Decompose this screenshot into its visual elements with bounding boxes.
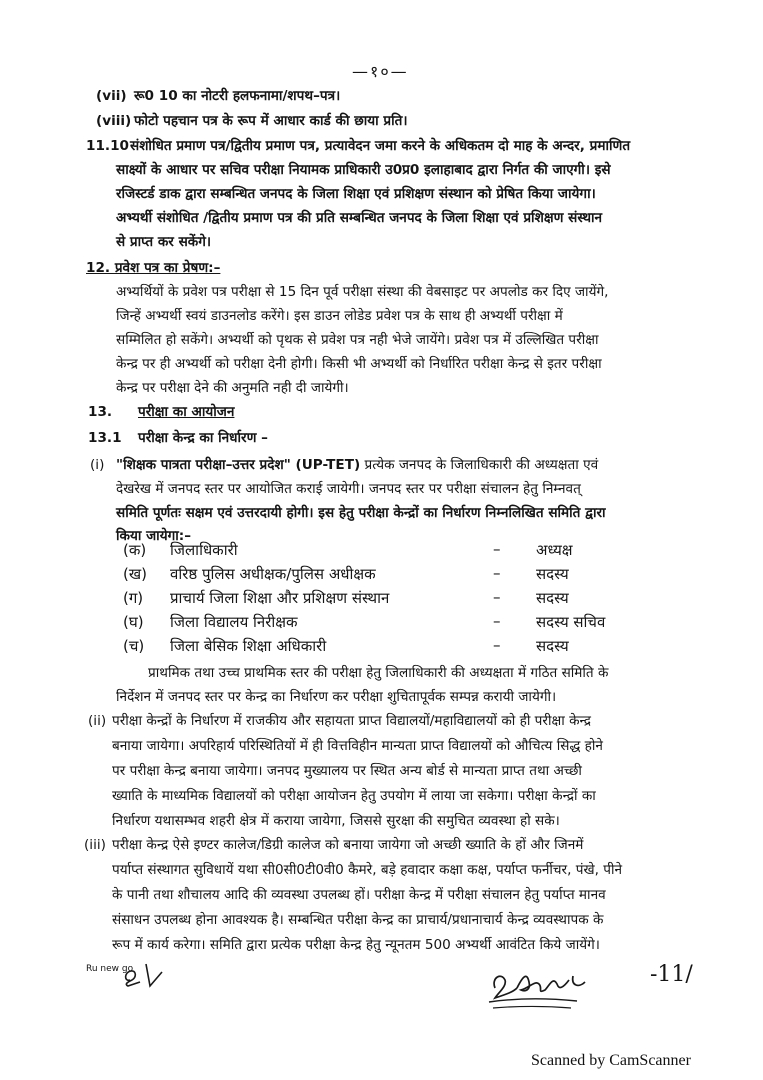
para-ii-number: (ii) [88,713,107,729]
section-12-line: केन्द्र पर ही अभ्यर्थी को परीक्षा देनी होगी। किसी भी अभ्यर्थी को निर्धारित परीक्षा केन्द्र से इतर परीक्षा [116,356,602,372]
committee-role: सदस्य [536,565,569,583]
para-ii-line: परीक्षा केन्द्रों के निर्धारण में राजकीय और सहायता प्राप्त विद्यालयों/महाविद्यालयों को ही परीक्षा केन्द्र [112,713,591,729]
item-vii-number: (vii) [96,88,127,104]
para-i-line-2: देखरेख में जनपद स्तर पर आयोजित कराई जायेगी। जनपद स्तर पर परीक्षा संचालन हेतु निम्नवत् [116,481,581,497]
section-12-line: केन्द्र पर परीक्षा देने की अनुमति नही दी जायेगी। [116,380,349,396]
para-ii-line: बनाया जायेगा। अपरिहार्य परिस्थितियों में ही वित्तविहीन मान्यता प्राप्त विद्यालयों को औचित्य सिद्ध होने [112,738,603,754]
committee-row [0,564,763,588]
para-ii-line: पर परीक्षा केन्द्र बनाया जायेगा। जनपद मुख्यालय पर स्थित अन्य बोर्ड से मान्यता प्राप्त तथा अच्छी [112,763,582,779]
para-iii-line: पर्याप्त संस्थागत सुविधायें यथा सी0सी0टी0वी0 कैमरे, बड़े हवादार कक्षा कक्ष, पर्याप्त फर्नीचर, पंखे, पीने [112,862,623,878]
committee-letter: (च) [123,637,145,655]
para-iii-line: रूप में कार्य करेगा। समिति द्वारा प्रत्येक परीक्षा केन्द्र हेतु न्यूनतम 500 अभ्यर्थी आवंटित किये जायेंगे। [112,937,600,953]
para-iii-line: के पानी तथा शौचालय आदि की व्यवस्था उपलब्ध हों। परीक्षा केन्द्र में परीक्षा संचालन हेतु पर्याप्त मानव [112,887,606,903]
section-11-10-number: 11.10 [86,138,129,154]
committee-note-line: प्राथमिक तथा उच्च प्राथमिक स्तर की परीक्षा हेतु जिलाधिकारी की अध्यक्षता में गठित समिति के [148,665,609,681]
committee-row [0,540,763,564]
para-iii-number: (iii) [84,837,106,853]
para-ii-line: ख्याति के माध्यमिक विद्यालयों को परीक्षा आयोजन हेतु उपयोग में लाया जा सकेगा। परीक्षा केन्द्रों का [112,788,596,804]
committee-letter: (क) [123,541,147,559]
section-13-1-title: परीक्षा केन्द्र का निर्धारण – [138,430,268,446]
exam-name: "शिक्षक पात्रता परीक्षा–उत्तर प्रदेश" (UP-TET) [116,457,361,473]
item-vii-text: रू0 10 का नोटरी हलफनामा/शपथ–पत्र। [134,88,341,104]
section-13-1-number: 13.1 [88,430,122,446]
para-i-line-1-rest: प्रत्येक जनपद के जिलाधिकारी की अध्यक्षता एवं [360,457,599,473]
scanner-watermark: Scanned by CamScanner [531,1052,691,1069]
section-11-10-line: रजिस्टर्ड डाक द्वारा सम्बन्धित जनपद के जिला शिक्षा एवं प्रशिक्षण संस्थान को प्रेषित किया जायेगा। [116,186,596,202]
para-i-line-1 [116,456,598,474]
committee-dash: – [493,564,501,582]
committee-row [0,636,763,660]
committee-role: सदस्य [536,589,569,607]
para-i-number: (i) [90,457,105,473]
section-11-10-line: अभ्यर्थी संशोधित /द्वितीय प्रमाण पत्र की प्रति सम्बन्धित जनपद के जिला शिक्षा एवं प्रशिक्षण संस्थान [116,210,603,226]
section-12-line: जिन्हें अभ्यर्थी स्वयं डाउनलोड करेंगे। इस डाउन लोडेड प्रवेश पत्र के साथ ही अभ्यर्थी परीक्षा में [116,308,563,324]
committee-member: प्राचार्य जिला शिक्षा और प्रशिक्षण संस्थान [170,589,390,607]
committee-member: वरिष्ठ पुलिस अधीक्षक/पुलिस अधीक्षक [170,565,376,583]
para-iii-line: संसाधन उपलब्ध होना आवश्यक है। सम्बन्धित परीक्षा केन्द्र का प्राचार्य/प्रधानाचार्य केन्द्र व्यवस्थापक के [112,912,604,928]
committee-dash: – [493,612,501,630]
para-i-line-3: समिति पूर्णतः सक्षम एवं उत्तरदायी होगी। इस हेतु परीक्षा केन्द्रों का निर्धारण निम्नलिखित समिति द्वारा [116,505,606,521]
section-12-line: अभ्यर्थियों के प्रवेश पत्र परीक्षा से 15 दिन पूर्व परीक्षा संस्था की वेबसाइट पर अपलोड कर दिए जायेंगे, [116,284,609,300]
section-12-heading: 12. प्रवेश पत्र का प्रेषण:– [86,260,221,276]
item-viii-number: (viii) [96,113,132,129]
section-11-10-line: साक्ष्यों के आधार पर सचिव परीक्षा नियामक प्राधिकारी उ0प्र0 इलाहाबाद द्वारा निर्गत की जाएगी। इसे [116,162,611,178]
handwritten-note: Ru new go [86,964,134,974]
para-iii-line: परीक्षा केन्द्र ऐसे इण्टर कालेज/डिग्री कालेज को बनाया जायेगा जो अच्छी ख्याति के हों और जिनमें [112,837,584,853]
committee-dash: – [493,588,501,606]
committee-member: जिला विद्यालय निरीक्षक [170,613,298,631]
committee-role: अध्यक्ष [536,541,573,559]
section-12-line: सम्मिलित हो सकेंगे। अभ्यर्थी को पृथक से प्रवेश पत्र नही भेजे जायेंगे। प्रवेश पत्र में उल्लिखित परीक्षा [116,332,599,348]
item-viii-text: फोटो पहचान पत्र के रूप में आधार कार्ड की छाया प्रति। [134,113,408,129]
committee-dash: – [493,540,501,558]
committee-row [0,588,763,612]
committee-role: सदस्य [536,637,569,655]
committee-letter: (ख) [123,565,147,583]
para-ii-line: निर्धारण यथासम्भव शहरी क्षेत्र में कराया जायेगा, जिससे सुरक्षा की समुचित व्यवस्था हो सके। [112,813,560,829]
officer-signature [487,958,599,1014]
committee-row [0,612,763,636]
para-i-line-4: किया जायेगा:– [116,528,191,544]
section-13-number: 13. [88,404,113,420]
committee-letter: (घ) [123,613,144,631]
committee-member: जिलाधिकारी [170,541,238,559]
initials-signature [118,960,170,992]
committee-member: जिला बेसिक शिक्षा अधिकारी [170,637,327,655]
committee-letter: (ग) [123,589,144,607]
section-11-10-line: संशोधित प्रमाण पत्र/द्वितीय प्रमाण पत्र, प्रत्यावेदन जमा करने के अधिकतम दो माह के अन्दर, प्रमाणित [130,138,631,154]
committee-role: सदस्य सचिव [536,613,606,631]
section-13-title: परीक्षा का आयोजन [138,404,235,420]
next-page-mark: -11/ [650,962,693,987]
committee-note-line: निर्देशन में जनपद स्तर पर केन्द्र का निर्धारण कर परीक्षा शुचितापूर्वक सम्पन्न करायी जायेगी। [116,689,557,705]
page-number: —१०— [352,62,409,81]
section-11-10-line: से प्राप्त कर सकेंगे। [116,234,212,250]
committee-dash: – [493,636,501,654]
